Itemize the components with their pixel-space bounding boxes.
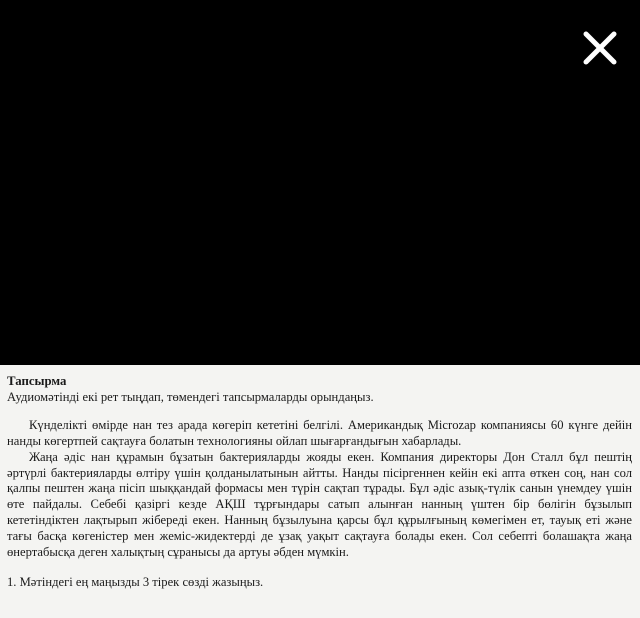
close-icon: [580, 28, 620, 68]
task-title: Тапсырма: [7, 374, 67, 388]
paragraph-2: Жаңа әдіс нан құрамын бұзатын бактерияларды жояды екен. Компания директоры Дон Сталл бұл пештің әртүрлі бактерияларды өлтіру үшін қолданылатынын айтты. Нанды пісіргеннен кейін екі апта өткен соң, нан сол қалпы пештен жаңа пісіп шыққандай формасы мен түрін сақтап тұрады. Бұл әдіс азық-түлік санын үнемдеу үшін өте пайдалы. Себебі қазіргі кезде АҚШ тұрғындары сатып алынған нанның үштен бір бөлігін бұзылып кететіндіктен лақтырып жібереді екен. Нанның бұзылуына қарсы бұл құрылғының көмегімен ет, тауық еті және тағы басқа көгеністер мен жеміс-жидектерді де ұзақ уақыт сақтауға болады екен. Сол себепті болашақта жаңа өнертабысқа деген халықтың сұранысы да артуы әбден мүмкін.: [7, 449, 632, 560]
document-image: [0, 365, 640, 618]
question-1: 1. Мәтіндегі ең маңызды 3 тірек сөзді жазыңыз.: [7, 574, 264, 589]
task-instruction: Аудиомәтінді екі рет тыңдап, төмендегі тапсырмаларды орындаңыз.: [7, 389, 374, 404]
close-button[interactable]: [578, 26, 622, 70]
paragraph-1: Күнделікті өмірде нан тез арада көгеріп кететіні белгілі. Американдық Microzap компаниясы 60 күнге дейін нанды көгертпей сақтауға болатын технологияны ойлап шығарғандығын хабарлады.: [7, 417, 632, 448]
